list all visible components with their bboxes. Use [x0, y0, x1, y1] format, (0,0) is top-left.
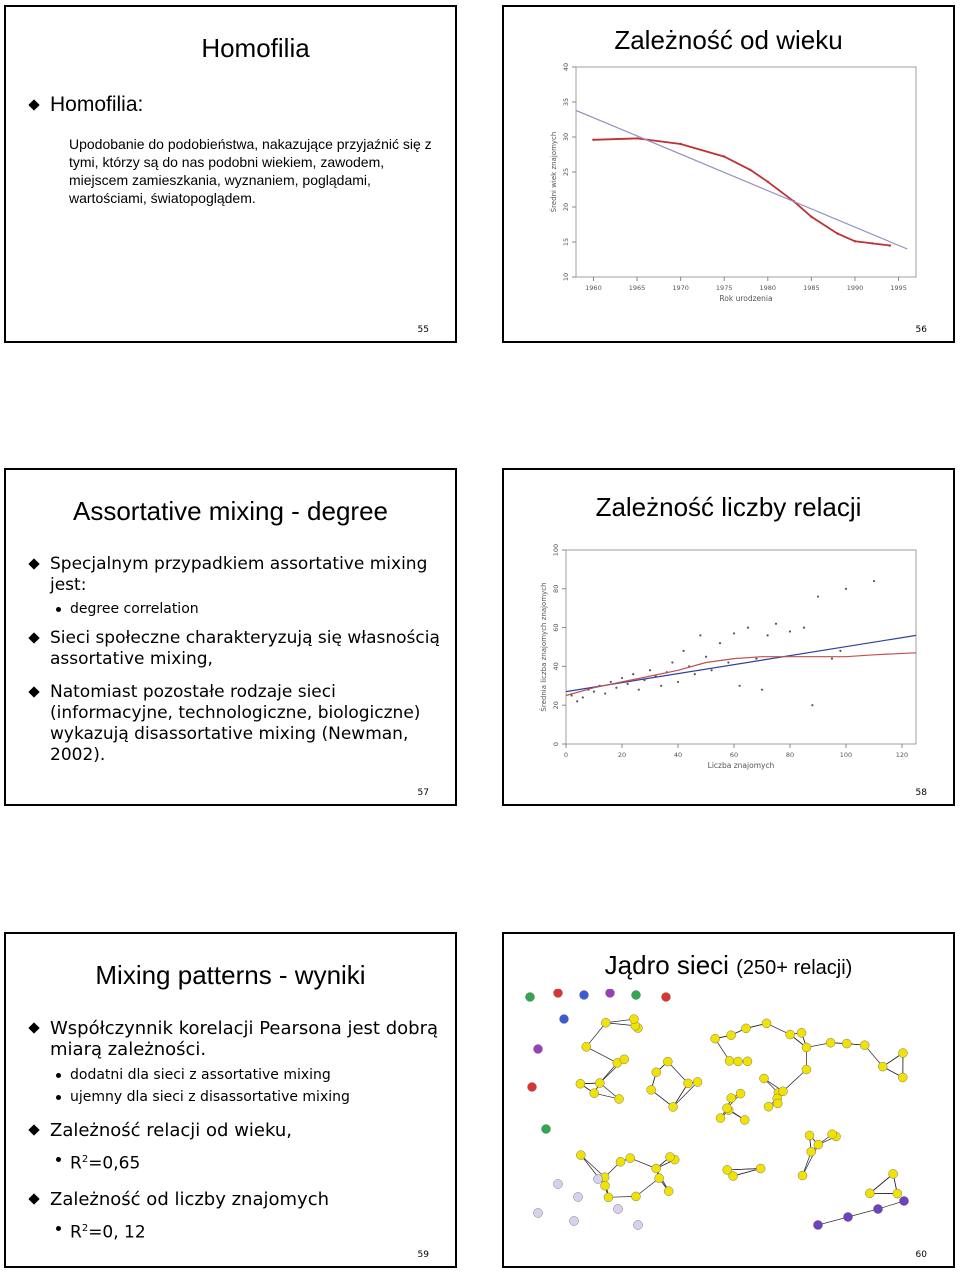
bullet-list — [18, 1018, 445, 1243]
network-node — [865, 1189, 874, 1198]
data-point — [683, 650, 685, 652]
network-node — [844, 1213, 853, 1222]
page-number: 57 — [417, 788, 429, 798]
y-tick-label: 20 — [562, 202, 570, 212]
network-node — [614, 1205, 623, 1214]
data-point — [727, 661, 729, 663]
data-point — [723, 155, 725, 157]
network-edge — [783, 1070, 806, 1092]
data-point — [775, 623, 777, 625]
network-node — [665, 1152, 674, 1161]
network-node — [759, 1074, 768, 1083]
network-node — [874, 1205, 883, 1214]
sub-bullet-item — [18, 1218, 445, 1244]
y-tick-label: 15 — [562, 237, 570, 247]
network-node — [842, 1039, 851, 1048]
bullet-text: Sieci społeczne charakteryzują się własnością assortative mixing, — [50, 628, 440, 669]
y-tick-label: 40 — [562, 62, 570, 72]
network-node — [807, 1147, 816, 1156]
network-node — [604, 1193, 613, 1202]
data-point — [739, 685, 741, 687]
data-point — [576, 700, 578, 702]
network-node — [814, 1140, 823, 1149]
y-tick-label: 0 — [552, 741, 560, 747]
age-chart — [536, 55, 955, 325]
data-point — [592, 139, 594, 141]
x-tick-label: 120 — [895, 751, 909, 759]
data-point — [694, 673, 696, 675]
data-point — [831, 658, 833, 660]
network-node — [526, 993, 535, 1002]
network-node — [736, 1089, 745, 1098]
network-node — [723, 1104, 732, 1113]
network-node — [554, 1180, 563, 1189]
data-point — [836, 232, 838, 234]
data-point — [767, 634, 769, 636]
network-node — [662, 993, 671, 1002]
definition-text: Upodobanie do podobieństwa, nakazujące przyjaźnić się z tymi, którzy są do nas podobni wiekiem, zawodem, miejscem zamieszkania, wyznaniem, poglądami, wartościami, światopoglądem. — [69, 136, 432, 206]
network-graph — [518, 989, 938, 1244]
data-point — [767, 181, 769, 183]
network-node — [606, 989, 615, 998]
data-point — [638, 689, 640, 691]
data-point — [649, 669, 651, 671]
y-tick-label: 60 — [552, 623, 560, 632]
network-node — [889, 1169, 898, 1178]
network-node — [615, 1094, 624, 1103]
data-point — [873, 580, 875, 582]
network-node — [764, 1102, 773, 1111]
dot-bullet-icon — [56, 1073, 61, 1078]
title-main: Jądro sieci — [604, 950, 729, 980]
bullet-text: Zależność relacji od wieku, — [50, 1120, 292, 1141]
network-node — [570, 1217, 579, 1226]
slide-60 — [502, 932, 955, 1268]
network-node — [711, 1034, 720, 1043]
data-point — [627, 683, 629, 685]
network-node — [534, 1045, 543, 1054]
network-node — [663, 1057, 672, 1066]
series-line — [566, 653, 916, 696]
network-node — [727, 1094, 736, 1103]
title-small: (250+ relacji) — [736, 957, 853, 979]
superscript: 2 — [81, 1154, 89, 1165]
data-point — [747, 627, 749, 629]
series-line — [576, 110, 907, 249]
bullet-item — [18, 682, 445, 766]
network-node — [576, 1151, 585, 1160]
bullet-text: Specjalnym przypadkiem assortative mixing jest: — [50, 554, 428, 595]
series-line — [593, 138, 889, 245]
x-tick-label: 1990 — [846, 284, 864, 292]
x-tick-label: 1975 — [715, 284, 733, 292]
network-node — [900, 1197, 909, 1206]
network-node — [814, 1221, 823, 1230]
x-tick-label: 1980 — [759, 284, 777, 292]
slide-58 — [502, 468, 955, 806]
x-tick-label: 1960 — [585, 284, 602, 292]
network-node — [727, 1031, 736, 1040]
slide-59 — [4, 932, 457, 1268]
network-node — [652, 1068, 661, 1077]
network-node — [631, 1192, 640, 1201]
network-node — [860, 1041, 869, 1050]
network-node — [554, 989, 563, 998]
network-node — [716, 1114, 725, 1123]
network-node — [743, 1057, 752, 1066]
network-node — [542, 1125, 551, 1134]
data-point — [719, 642, 721, 644]
network-node — [595, 1079, 604, 1088]
slide-title — [504, 950, 953, 981]
bullet-item — [18, 1120, 445, 1141]
data-point — [761, 689, 763, 691]
network-node — [528, 1083, 537, 1092]
diamond-bullet-icon — [28, 558, 39, 569]
dot-bullet-icon — [56, 1226, 61, 1231]
data-point — [749, 169, 751, 171]
y-tick-label: 80 — [552, 584, 560, 593]
bullet-text: Współczynnik korelacji Pearsona jest dobrą miarą zależności. — [50, 1018, 439, 1060]
y-axis-label: Średnia liczba znajomych znajomych — [540, 582, 548, 712]
slide-56 — [502, 5, 955, 343]
network-node — [634, 1221, 643, 1230]
network-node — [629, 1015, 638, 1024]
degree-chart — [526, 542, 946, 804]
bullet-text: Homofilia: — [50, 93, 144, 116]
slide-title: Zależność od wieku — [614, 25, 843, 55]
network-node — [669, 1102, 678, 1111]
r2-value: =0, 12 — [88, 1222, 146, 1243]
page-number: 56 — [915, 325, 927, 335]
bullet-text: Natomiast pozostałe rodzaje sieci (informacyjne, technologiczne, biologiczne) wykazują disassortative mixing (Newman, 2002). — [50, 682, 421, 765]
y-axis-label: Średni wiek znajomych — [550, 131, 558, 213]
page-number: 55 — [417, 325, 429, 335]
slide-title: Assortative mixing - degree — [72, 496, 389, 526]
network-edge — [581, 1155, 605, 1177]
network-node — [773, 1099, 782, 1108]
network-node — [878, 1062, 887, 1071]
data-point — [889, 244, 891, 246]
network-node — [601, 1181, 610, 1190]
network-node — [805, 1131, 814, 1140]
network-node — [798, 1171, 807, 1180]
sub-bullet-item — [18, 1066, 445, 1084]
x-axis-label: Liczba znajomych — [707, 761, 775, 770]
network-edge — [586, 1047, 617, 1063]
x-tick-label: 1965 — [628, 284, 646, 292]
y-tick-label: 20 — [552, 701, 560, 710]
network-node — [580, 991, 589, 1000]
network-node — [601, 1018, 610, 1027]
network-node — [729, 1172, 738, 1181]
data-point — [621, 677, 623, 679]
network-node — [620, 1055, 629, 1064]
sub-bullet-text: ujemny dla sieci z disassortative mixing — [70, 1089, 350, 1105]
bullet-item — [18, 1018, 445, 1060]
data-point — [810, 216, 812, 218]
data-point — [733, 632, 735, 634]
slide-57 — [4, 468, 457, 806]
y-tick-label: 25 — [562, 167, 570, 177]
data-point — [677, 681, 679, 683]
x-tick-label: 20 — [617, 751, 627, 759]
y-tick-label: 35 — [562, 97, 570, 107]
network-node — [582, 1042, 591, 1051]
network-node — [779, 1087, 788, 1096]
network-node — [684, 1079, 693, 1088]
x-tick-label: 40 — [673, 751, 683, 759]
network-node — [616, 1157, 625, 1166]
slide-55 — [4, 5, 457, 343]
data-point — [593, 691, 595, 693]
bullet-list — [18, 554, 445, 766]
y-tick-label: 10 — [562, 272, 570, 282]
network-node — [594, 1175, 603, 1184]
y-tick-label: 100 — [552, 543, 560, 557]
data-point — [711, 669, 713, 671]
bullet-item — [18, 628, 445, 670]
network-node — [797, 1028, 806, 1037]
sub-bullet-item — [18, 1149, 445, 1175]
data-point — [610, 681, 612, 683]
r2-value: =0,65 — [88, 1153, 141, 1174]
x-tick-label: 0 — [563, 751, 569, 759]
data-point — [636, 137, 638, 139]
data-point — [615, 687, 617, 689]
sub-bullet-item — [18, 600, 445, 618]
page-number: 59 — [417, 1250, 429, 1260]
data-point — [845, 588, 847, 590]
data-point — [871, 242, 873, 244]
network-node — [828, 1130, 837, 1139]
data-point — [660, 685, 662, 687]
x-tick-label: 80 — [785, 751, 795, 759]
data-point — [854, 240, 856, 242]
x-tick-label: 60 — [729, 751, 739, 759]
data-point — [632, 673, 634, 675]
dot-bullet-icon — [56, 607, 61, 612]
network-node — [560, 1015, 569, 1024]
data-point — [679, 143, 681, 145]
data-point — [839, 650, 841, 652]
r-symbol: R — [70, 1222, 82, 1243]
diamond-bullet-icon — [28, 1022, 39, 1033]
x-tick-label: 1985 — [803, 284, 820, 292]
sub-bullet-text: dodatni dla sieci z assortative mixing — [70, 1067, 331, 1083]
page-number: 58 — [915, 788, 927, 798]
network-node — [898, 1049, 907, 1058]
network-node — [534, 1209, 543, 1218]
y-tick-label: 40 — [552, 662, 560, 671]
diamond-bullet-icon — [28, 686, 39, 697]
network-node — [632, 991, 641, 1000]
network-node — [740, 1115, 749, 1124]
network-node — [693, 1078, 702, 1087]
sub-bullet-text: degree correlation — [70, 601, 199, 617]
slide-title: Homofilia — [201, 33, 310, 63]
network-node — [652, 1164, 661, 1173]
sub-bullet-item — [18, 1088, 445, 1106]
dot-bullet-icon — [56, 1095, 61, 1100]
x-tick-label: 100 — [839, 751, 853, 759]
plot-frame — [566, 550, 916, 744]
data-point — [817, 595, 819, 597]
x-tick-label: 1970 — [672, 284, 689, 292]
network-node — [734, 1057, 743, 1066]
network-node — [574, 1193, 583, 1202]
network-node — [590, 1089, 599, 1098]
diamond-bullet-icon — [28, 632, 39, 643]
bullet-item — [18, 554, 445, 596]
network-node — [626, 1154, 635, 1163]
network-node — [893, 1189, 902, 1198]
diamond-bullet-icon — [28, 1193, 39, 1204]
network-node — [802, 1065, 811, 1074]
y-tick-label: 30 — [562, 132, 570, 142]
bullet-item — [18, 93, 445, 117]
data-point — [705, 656, 707, 658]
superscript: 2 — [81, 1222, 89, 1234]
data-point — [604, 692, 606, 694]
network-node — [647, 1085, 656, 1094]
network-node — [655, 1174, 664, 1183]
r-symbol: R — [70, 1153, 82, 1174]
data-point — [803, 627, 805, 629]
network-node — [664, 1187, 673, 1196]
data-point — [671, 661, 673, 663]
network-node — [756, 1164, 765, 1173]
network-node — [802, 1043, 811, 1052]
network-node — [576, 1079, 585, 1088]
network-node — [898, 1073, 907, 1082]
slide-title: Mixing patterns - wyniki — [95, 960, 366, 990]
x-tick-label: 1995 — [890, 284, 907, 292]
x-axis-label: Rok urodzenia — [719, 294, 773, 303]
data-point — [699, 634, 701, 636]
data-point — [755, 658, 757, 660]
data-point — [811, 704, 813, 706]
page-number: 60 — [915, 1250, 927, 1260]
diamond-bullet-icon — [28, 99, 39, 110]
plot-frame — [576, 67, 916, 277]
data-point — [582, 696, 584, 698]
network-node — [786, 1030, 795, 1039]
network-node — [826, 1038, 835, 1047]
diamond-bullet-icon — [28, 1124, 39, 1135]
network-node — [725, 1056, 734, 1065]
network-node — [762, 1019, 771, 1028]
bullet-text: Zależność od liczby znajomych — [50, 1188, 329, 1210]
bullet-list — [18, 93, 445, 117]
network-node — [741, 1024, 750, 1033]
data-point — [789, 630, 791, 632]
dot-bullet-icon — [56, 1157, 61, 1162]
slide-title: Zależność liczby relacji — [595, 492, 862, 522]
bullet-item — [18, 1189, 445, 1210]
